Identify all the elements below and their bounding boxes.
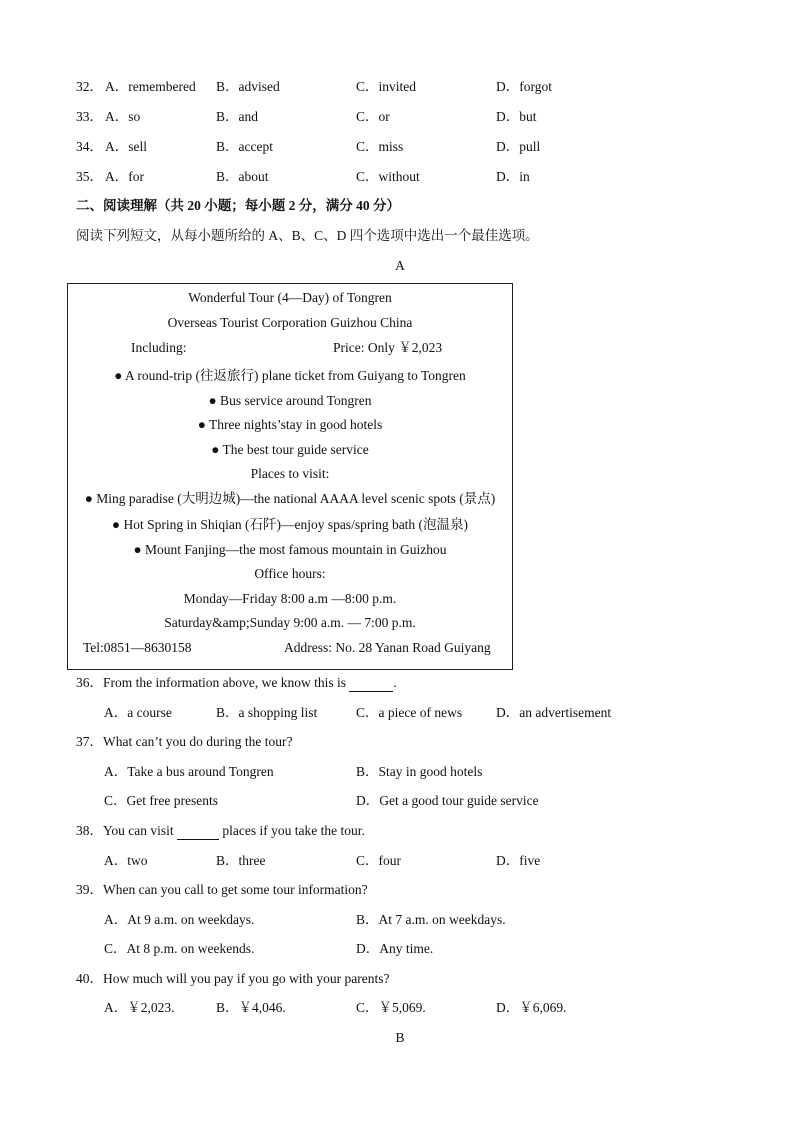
option-a: A．remembered [105, 79, 196, 94]
question-stem [76, 675, 397, 692]
option-c: C．a piece of news [356, 705, 463, 720]
option-a: A．￥2,023. [104, 1000, 175, 1015]
option-c: C．Get free presents [104, 793, 218, 808]
ad-title: Wonderful Tour (4—Day) of Tongren [188, 290, 392, 305]
answer-blank [349, 675, 393, 692]
option-a: A．for [105, 169, 144, 184]
question-number: 39． [76, 882, 103, 897]
option-d: D．Get a good tour guide service [356, 793, 539, 808]
question-number: 38． [76, 823, 103, 838]
stem-text: You can visit [103, 823, 178, 838]
question-stem [76, 971, 389, 987]
question-stem [76, 734, 292, 750]
option-c: C．four [356, 853, 401, 868]
option-d: D．an advertisement [496, 705, 612, 720]
price: Price: Only ￥2,023 [333, 340, 443, 355]
places-label: Places to visit: [250, 466, 330, 481]
passage-b-label: B [395, 1030, 405, 1045]
option-c: C．or [356, 109, 390, 124]
option-d: D．pull [496, 139, 541, 154]
address: Address: No. 28 Yanan Road Guiyang [284, 640, 491, 655]
option-b: B．and [216, 109, 258, 124]
including-item: ● Three nights’stay in good hotels [197, 417, 383, 432]
option-b: B．Stay in good hotels [356, 764, 483, 779]
ad-company: Overseas Tourist Corporation Guizhou China [167, 315, 413, 330]
passage-a-label: A [395, 258, 405, 273]
including-item: ● Bus service around Tongren [208, 393, 372, 408]
question-number: 35． [76, 169, 103, 184]
option-a: A．two [104, 853, 148, 868]
question-stem [76, 882, 368, 898]
place-item: ● Mount Fanjing—the most famous mountain in Guizhou [133, 542, 447, 557]
stem-text: When can you call to get some tour information? [103, 882, 368, 897]
question-number: 32． [76, 79, 103, 94]
option-b: B．three [216, 853, 266, 868]
option-b: B．about [216, 169, 269, 184]
place-item: ● Hot Spring in Shiqian (石阡)—enjoy spas/spring bath (泡温泉) [111, 517, 469, 532]
option-b: B．At 7 a.m. on weekdays. [356, 912, 506, 927]
including-item: ● The best tour guide service [211, 442, 369, 457]
stem-text: How much will you pay if you go with your parents? [103, 971, 390, 986]
question-number: 37． [76, 734, 103, 749]
option-c: C．miss [356, 139, 404, 154]
question-number: 40． [76, 971, 103, 986]
option-d: D．in [496, 169, 530, 184]
question-number: 33． [76, 109, 103, 124]
option-a: A．so [105, 109, 141, 124]
option-d: D．forgot [496, 79, 552, 94]
option-d: D．￥6,069. [496, 1000, 567, 1015]
option-c: C．At 8 p.m. on weekends. [104, 941, 255, 956]
stem-text: What can’t you do during the tour? [103, 734, 293, 749]
option-a: A．sell [105, 139, 147, 154]
option-a: A．Take a bus around Tongren [104, 764, 274, 779]
option-d: D．but [496, 109, 537, 124]
option-a: A．At 9 a.m. on weekdays. [104, 912, 255, 927]
including-label: Including: [131, 340, 187, 355]
office-hours-label: Office hours: [254, 566, 326, 581]
section-heading: 二、阅读理解（共 20 小题；每小题 2 分，满分 40 分） [76, 198, 400, 213]
telephone: Tel:0851—8630158 [83, 640, 192, 655]
hours-weekends: Saturday&amp;Sunday 9:00 a.m. — 7:00 p.m. [164, 615, 416, 630]
question-stem [76, 823, 365, 840]
answer-blank [177, 823, 219, 840]
option-d: D．Any time. [356, 941, 434, 956]
option-b: B．accept [216, 139, 273, 154]
stem-text: From the information above, we know this is [103, 675, 350, 690]
place-item: ● Ming paradise (大明边城)—the national AAAA level scenic spots (景点) [84, 491, 496, 506]
stem-text-end: . [393, 675, 397, 690]
hours-weekdays: Monday—Friday 8:00 a.m —8:00 p.m. [183, 591, 397, 606]
option-d: D．five [496, 853, 541, 868]
option-c: C．invited [356, 79, 416, 94]
option-c: C．without [356, 169, 420, 184]
option-b: B．advised [216, 79, 280, 94]
option-c: C．￥5,069. [356, 1000, 426, 1015]
option-a: A．a course [104, 705, 172, 720]
stem-text-end: places if you take the tour. [219, 823, 365, 838]
option-b: B．a shopping list [216, 705, 318, 720]
option-b: B．￥4,046. [216, 1000, 286, 1015]
question-number: 34． [76, 139, 103, 154]
including-item: ● A round-trip (往返旅行) plane ticket from Guiyang to Tongren [114, 368, 466, 383]
question-number: 36． [76, 675, 103, 690]
section-instruction: 阅读下列短文，从每小题所给的 A、B、C、D 四个选项中选出一个最佳选项。 [76, 228, 539, 243]
